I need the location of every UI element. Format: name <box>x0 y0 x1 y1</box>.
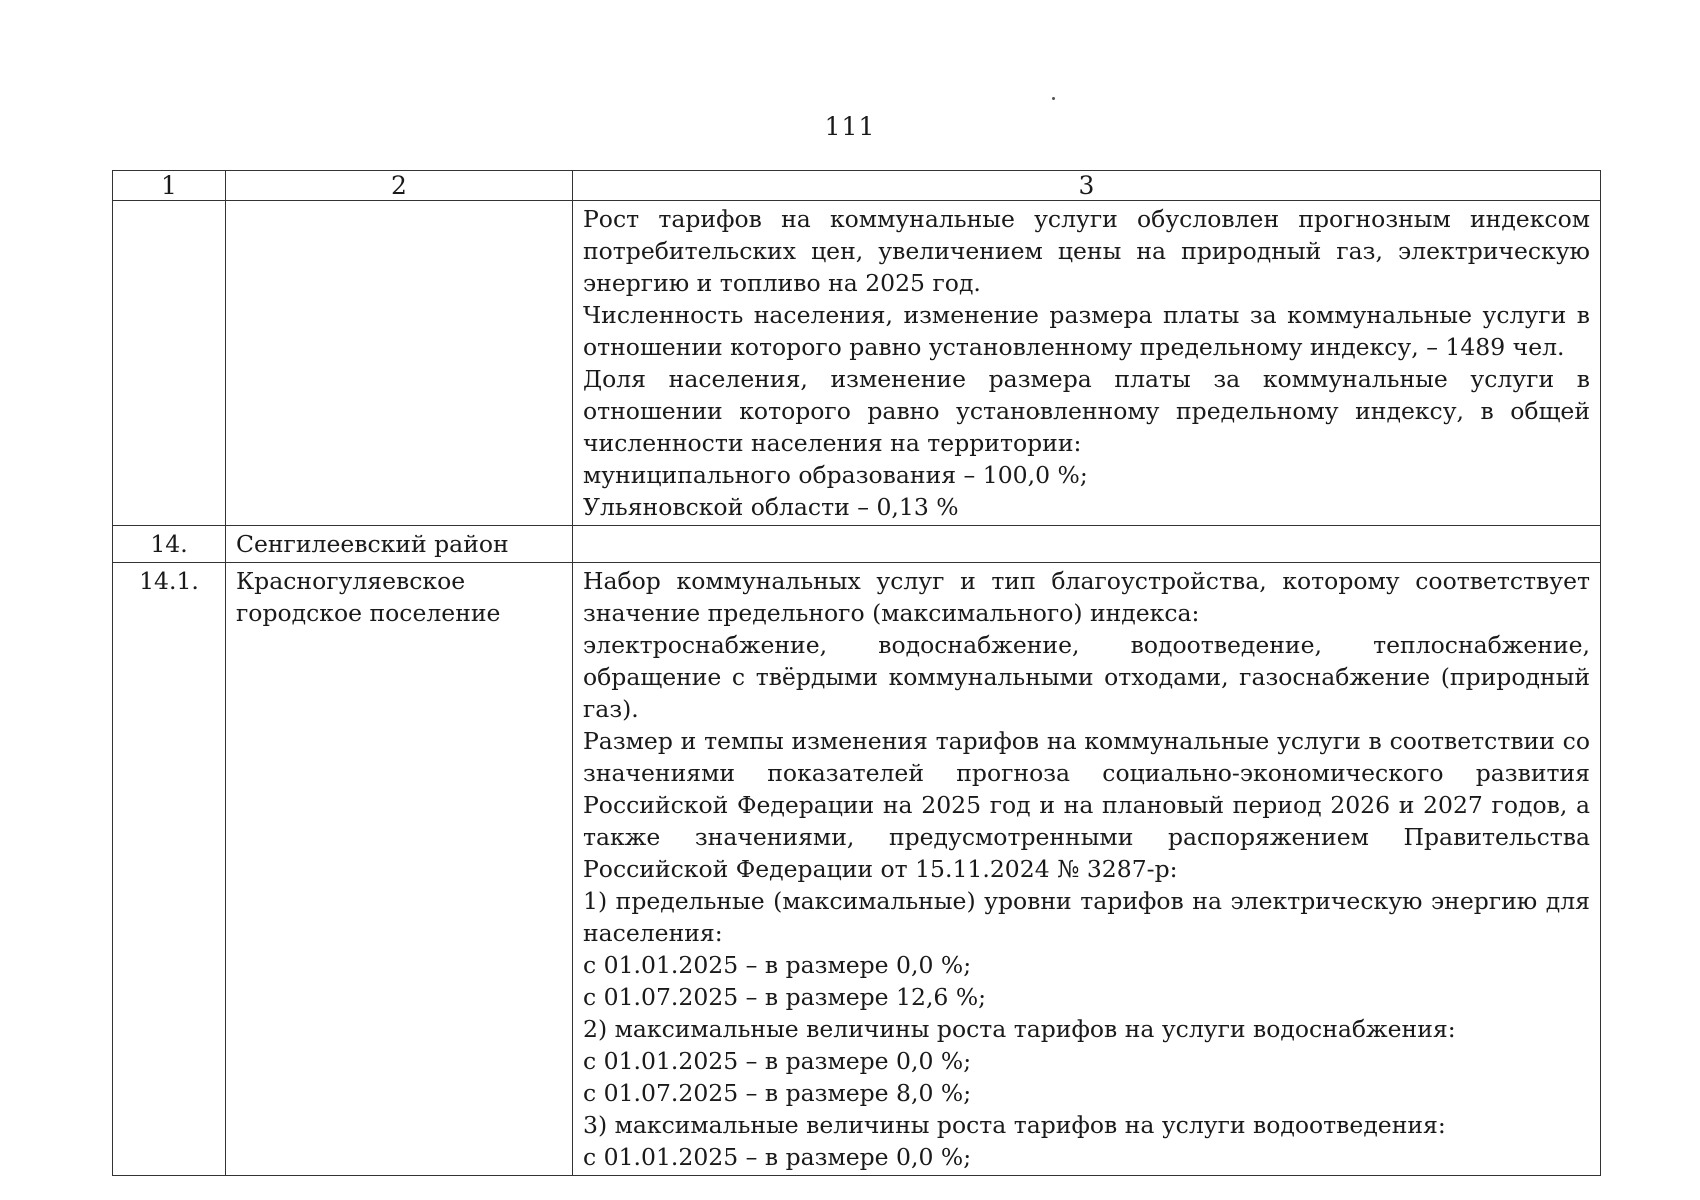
table-row-continuation <box>113 201 1601 526</box>
paragraph: Ульяновской области – 0,13 % <box>583 493 959 521</box>
table-header-row <box>113 171 1601 201</box>
district-number: 14. <box>113 526 226 563</box>
paragraph: 3) максимальные величины роста тарифов на услуги водоотведения: <box>583 1111 1446 1139</box>
continuation-number-cell <box>113 201 226 526</box>
paragraph: электроснабжение, водоснабжение, водоотведение, теплоснабжение, обращение с твёрдыми коммунальными отходами, газоснабжение (природный газ). <box>583 631 1590 723</box>
continuation-text-cell <box>573 201 1601 526</box>
scan-speck <box>1052 97 1055 100</box>
tariff-table <box>112 170 1601 1176</box>
paragraph: 2) максимальные величины роста тарифов на услуги водоснабжения: <box>583 1015 1456 1043</box>
page-number: 111 <box>824 112 876 141</box>
settlement-name: Красногуляевское городское поселение <box>226 563 573 1176</box>
district-name: Сенгилеевский район <box>226 526 573 563</box>
table-row-settlement <box>113 563 1601 1176</box>
paragraph: 1) предельные (максимальные) уровни тарифов на электрическую энергию для населения: <box>583 887 1590 947</box>
paragraph: с 01.01.2025 – в размере 0,0 %; <box>583 1047 972 1075</box>
table-row-district <box>113 526 1601 563</box>
paragraph: Размер и темпы изменения тарифов на коммунальные услуги в соответствии со значениями показателей прогноза социально-экономического развития Российской Федерации на 2025 год и на плановый период 2026 и 2027 годов, а также значениями, предусмотренными распоряжением Правительства Российской Федерации от 15.11.2024 № 3287-р: <box>583 727 1590 883</box>
paragraph: с 01.07.2025 – в размере 8,0 %; <box>583 1079 972 1107</box>
paragraph: с 01.01.2025 – в размере 0,0 %; <box>583 1143 972 1171</box>
district-text-cell <box>573 526 1601 563</box>
paragraph: Набор коммунальных услуг и тип благоустройства, которому соответствует значение предельного (максимального) индекса: <box>583 567 1590 627</box>
paragraph: Доля населения, изменение размера платы за коммунальные услуги в отношении которого равно установленному предельному индексу, в общей численности населения на территории: <box>583 365 1590 457</box>
paragraph: Численность населения, изменение размера платы за коммунальные услуги в отношении которого равно установленному предельному индексу, – 1489 чел. <box>583 301 1590 361</box>
paragraph: с 01.01.2025 – в размере 0,0 %; <box>583 951 972 979</box>
settlement-text-cell <box>573 563 1601 1176</box>
paragraph: Рост тарифов на коммунальные услуги обусловлен прогнозным индексом потребительских цен, увеличением цены на природный газ, электрическую энергию и топливо на 2025 год. <box>583 205 1590 297</box>
paragraph: муниципального образования – 100,0 %; <box>583 461 1088 489</box>
continuation-name-cell <box>226 201 573 526</box>
column-header-2: 2 <box>226 171 573 201</box>
paragraph: с 01.07.2025 – в размере 12,6 %; <box>583 983 987 1011</box>
column-header-1: 1 <box>113 171 226 201</box>
settlement-number: 14.1. <box>113 563 226 1176</box>
column-header-3: 3 <box>573 171 1601 201</box>
